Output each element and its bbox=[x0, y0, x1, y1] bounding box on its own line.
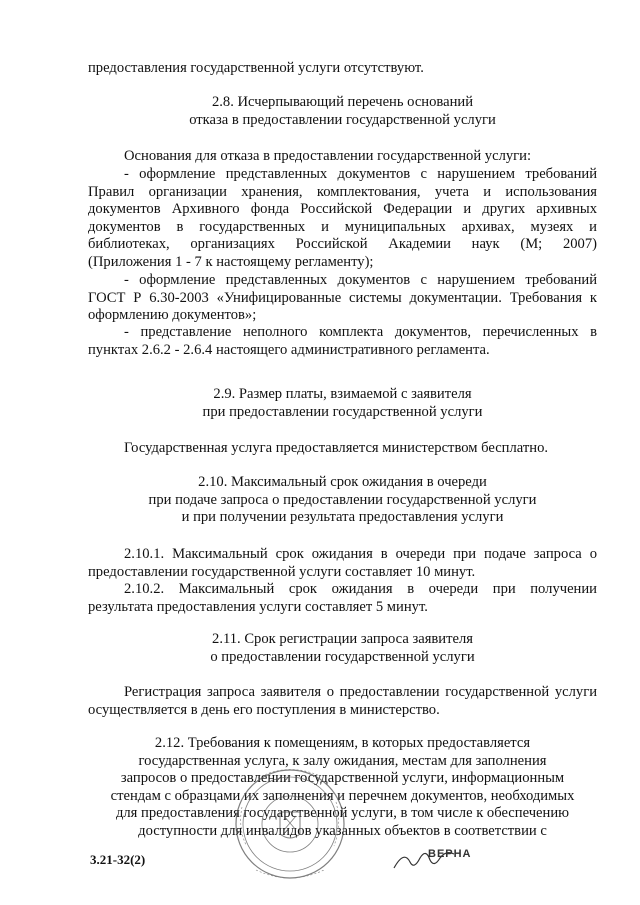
heading-line: стендам с образцами их заполнения и перечнем документов, необходимых bbox=[110, 787, 575, 804]
text-line: 2.10.2. Максимальный срок ожидания в очереди при получении bbox=[124, 581, 597, 597]
text-line: - оформление представленных документов с нарушением требований bbox=[124, 272, 597, 288]
heading-line: отказа в предоставлении государственной услуги bbox=[189, 111, 496, 128]
heading-line: при подаче запроса о предоставлении государственной услуги bbox=[148, 491, 537, 508]
heading-line: 2.9. Размер платы, взимаемой с заявителя bbox=[213, 386, 472, 402]
heading-line: запросов о предоставлении государственной услуги, информационным bbox=[120, 770, 565, 787]
text-line: документов в государственных и муниципальных архивах, музеях и bbox=[88, 218, 597, 235]
fee-text: Государственная услуга предоставляется министерством бесплатно. bbox=[124, 440, 549, 456]
text-line: - оформление представленных документов с нарушением требований bbox=[124, 166, 597, 182]
heading-line: 2.12. Требования к помещениям, в которых предоставляется bbox=[154, 735, 531, 751]
section-2-10-heading bbox=[88, 474, 597, 527]
refusal-item-3 bbox=[88, 324, 597, 359]
text-line: библиотеках, организациях Российской Академии наук (М; 2007) bbox=[88, 236, 597, 253]
section-2-8-heading bbox=[88, 94, 597, 129]
paragraph-2-10-2 bbox=[88, 581, 597, 616]
certified-copy-label: ВЕРНА bbox=[428, 848, 472, 860]
text-line: предоставлении государственной услуги составляет 10 минут. bbox=[88, 563, 476, 580]
registration-text bbox=[88, 684, 597, 719]
text-line: Регистрация запроса заявителя о предоставлении государственной услуги bbox=[124, 684, 597, 700]
refusal-lead: Основания для отказа в предоставлении государственной услуги: bbox=[124, 148, 531, 164]
heading-line: 2.11. Срок регистрации запроса заявителя bbox=[212, 631, 473, 647]
heading-line: 2.8. Исчерпывающий перечень оснований bbox=[211, 94, 474, 110]
heading-line: о предоставлении государственной услуги bbox=[210, 648, 475, 665]
heading-line: для предоставления государственной услуги, в том числе к обеспечению bbox=[115, 805, 570, 822]
text-line: Правил организации хранения, комплектования, учета и использования bbox=[88, 183, 597, 200]
section-2-11-heading bbox=[88, 631, 597, 666]
heading-line: доступности для инвалидов указанных объектов в соответствии с bbox=[138, 822, 547, 839]
official-seal-icon bbox=[228, 752, 378, 882]
refusal-item-2 bbox=[88, 272, 597, 325]
document-code: 3.21-32(2) bbox=[90, 852, 146, 867]
text-line: осуществляется в день его поступления в министерство. bbox=[88, 701, 440, 718]
text-line: - представление неполного комплекта документов, перечисленных в bbox=[124, 324, 597, 340]
text-line: результата предоставления услуги составляет 5 минут. bbox=[88, 598, 428, 615]
refusal-item-1 bbox=[88, 166, 597, 272]
text-line: документов Архивного фонда Российской Федерации и других архивных bbox=[88, 201, 597, 218]
section-2-9-heading bbox=[88, 386, 597, 421]
heading-line: 2.10. Максимальный срок ожидания в очереди bbox=[198, 474, 487, 490]
continuation-line: предоставления государственной услуги отсутствуют. bbox=[88, 60, 424, 76]
text-line: (Приложения 1 - 7 к настоящему регламенту); bbox=[88, 253, 374, 270]
paragraph-2-10-1 bbox=[88, 546, 597, 581]
text-line: оформлению документов»; bbox=[88, 307, 257, 324]
text-line: 2.10.1. Максимальный срок ожидания в очереди при подаче запроса о bbox=[124, 546, 597, 562]
heading-line: и при получении результата предоставления услуги bbox=[181, 509, 504, 526]
text-line: пунктах 2.6.2 - 2.6.4 настоящего административного регламента. bbox=[88, 341, 490, 358]
certified-copy-stamp bbox=[390, 840, 472, 882]
text-line: ГОСТ Р 6.30-2003 «Унифицированные системы документации. Требования к bbox=[88, 289, 597, 306]
heading-line: при предоставлении государственной услуги bbox=[202, 403, 483, 420]
heading-line: государственная услуга, к залу ожидания, местам для заполнения bbox=[138, 752, 547, 769]
